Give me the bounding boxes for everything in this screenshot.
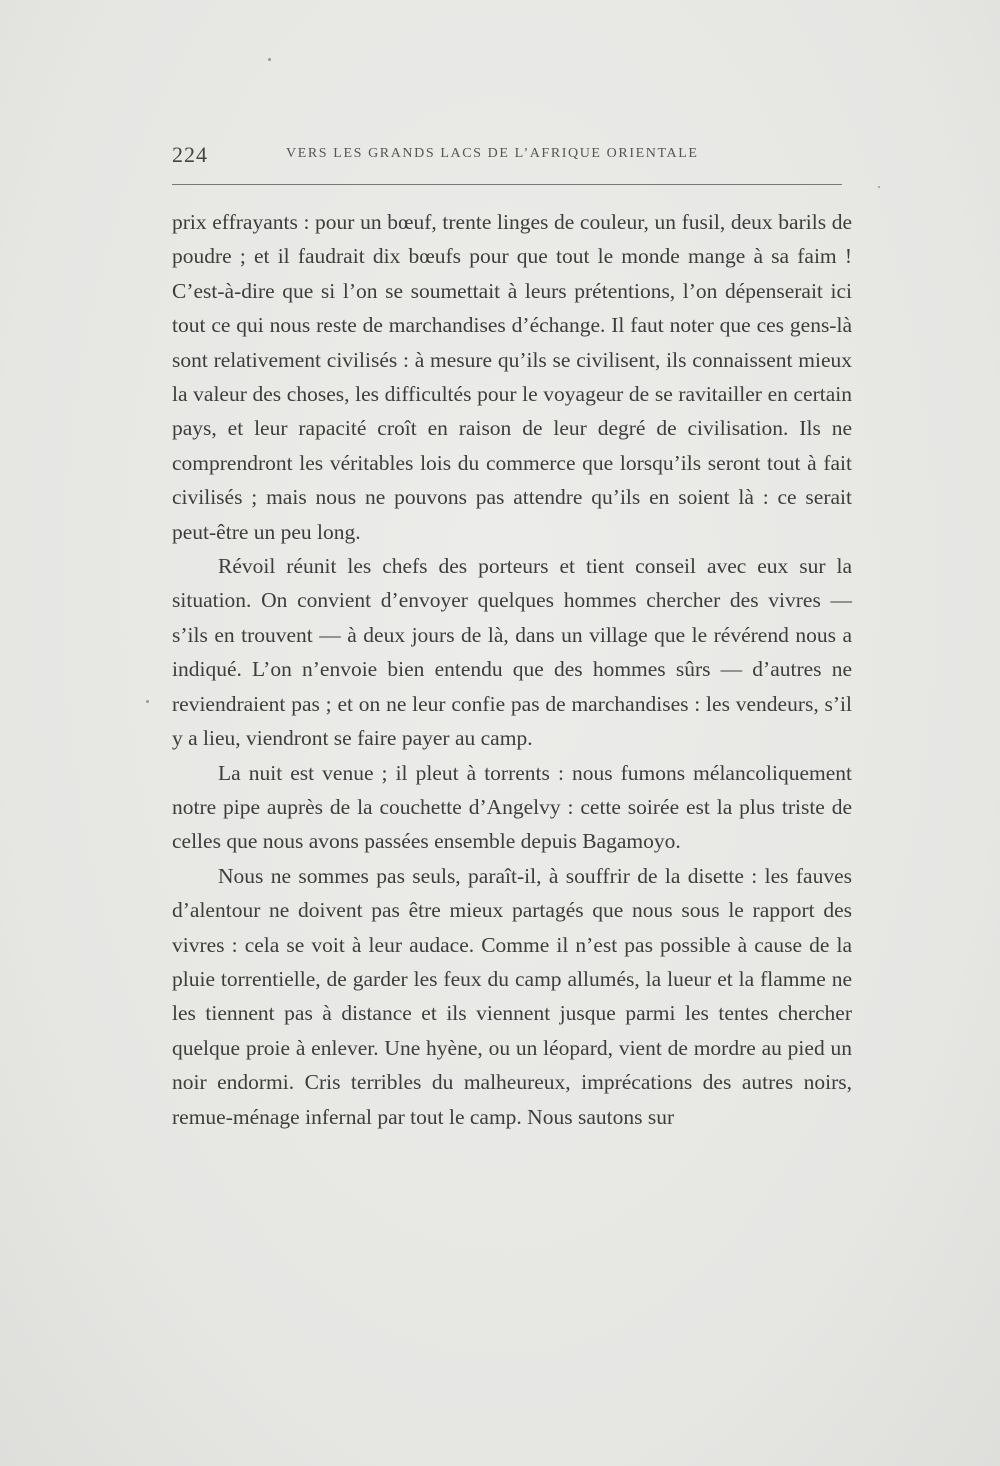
paragraph: Nous ne sommes pas seuls, paraît-il, à souffrir de la disette : les fauves d’alentour ne doivent pas être mieux partagés que nous sous le rapport des vivres : cela se voit à leur audace. Comme il n’est pas possible à cause de la pluie torrentielle, de garder les feux du camp allumés, la lueur et la flamme ne les tiennent pas à distance et ils viennent jusque parmi les tentes chercher quelque proie à enlever. Une hyène, ou un léopard, vient de mordre au pied un noir endormi. Cris terribles du malheureux, imprécations des autres noirs, remue-ménage infernal par tout le camp. Nous sautons sur	[172, 863, 852, 1129]
page-number: 224	[172, 142, 208, 167]
running-head	[172, 142, 844, 170]
header-rule	[172, 184, 842, 185]
paper-speck	[878, 186, 880, 188]
paper-speck	[268, 58, 271, 61]
paragraph: Révoil réunit les chefs des porteurs et tient conseil avec eux sur la situation. On convient d’envoyer quelques hommes chercher des vivres — s’ils en trouvent — à deux jours de là, dans un village que le révérend nous a indiqué. L’on n’envoie bien entendu que des hommes sûrs — d’autres ne reviendraient pas ; et on ne leur confie pas de marchandises : les vendeurs, s’il y a lieu, viendront se faire payer au camp.	[172, 554, 852, 751]
body-text	[172, 205, 852, 1134]
paragraph: La nuit est venue ; il pleut à torrents : nous fumons mélancoliquement notre pipe auprès de la couchette d’Angelvy : cette soirée est la plus triste de celles que nous avons passées ensemble depuis Bagamoyo.	[172, 760, 852, 854]
paper-speck	[146, 700, 149, 703]
running-title: VERS LES GRANDS LACS DE L’AFRIQUE ORIENTALE	[286, 146, 699, 161]
paragraph-continuation: prix effrayants : pour un bœuf, trente linges de couleur, un fusil, deux barils de poudre ; et il faudrait dix bœufs pour que tout le monde mange à sa faim ! C’est-à-dire que si l’on se soumettait à leurs prétentions, l’on dépenserait ici tout ce qui nous reste de marchandises d’échange. Il faut noter que ces gens-là sont relativement civilisés : à mesure qu’ils se civilisent, ils connaissent mieux la valeur des choses, les difficultés pour le voyageur de se ravitailler en certain pays, et leur rapacité croît en raison de leur degré de civilisation. Ils ne comprendront les véritables lois du commerce que lorsqu’ils seront tout à fait civilisés ; mais nous ne pouvons pas attendre qu’ils en soient là : ce serait peut-être un peu long.	[172, 210, 852, 544]
